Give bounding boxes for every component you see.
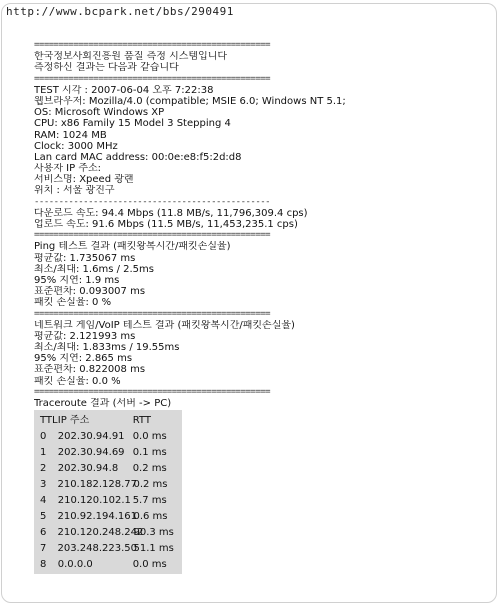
ip-cell: 210.92.194.161 <box>57 510 137 522</box>
ttl-cell: 8 <box>40 558 47 570</box>
download-speed: 다운로드 속도: 94.4 Mbps (11.8 MB/s, 11,796,309.4 cps) <box>34 207 308 219</box>
rtt-cell: 0.1 ms <box>132 446 167 458</box>
ip-cell: 202.30.94.91 <box>57 430 125 442</box>
ping-average: 평균값: 1.735067 ms <box>34 252 136 264</box>
system-cpu: CPU: x86 Family 15 Model 3 Stepping 4 <box>34 118 231 130</box>
ttl-cell: 4 <box>40 494 47 506</box>
header-ttl: TTL <box>40 414 58 426</box>
ping-loss: 패킷 손실율: 0 % <box>34 297 112 309</box>
system-clock: Clock: 3000 MHz <box>34 140 118 152</box>
header-line-2: 측정하신 결과는 다음과 같습니다 <box>34 62 179 74</box>
traceroute-row <box>34 492 182 508</box>
traceroute-row <box>34 556 182 572</box>
traceroute-row <box>34 508 182 524</box>
rtt-cell: 0.0 ms <box>132 558 167 570</box>
ttl-cell: 5 <box>40 510 47 522</box>
voip-stddev: 표준편차: 0.822008 ms <box>34 364 146 376</box>
ip-cell: 202.30.94.69 <box>57 446 125 458</box>
ping-title: Ping 테스트 결과 (패킷왕복시간/패킷손실율) <box>34 241 231 253</box>
rtt-cell: 90.3 ms <box>133 526 174 538</box>
header-ip: IP 주소 <box>57 414 90 426</box>
separator: ================================================ <box>34 73 271 84</box>
ip-cell: 203.248.223.50 <box>57 542 137 554</box>
ip-cell: 210.182.128.77 <box>57 478 137 490</box>
ttl-cell: 7 <box>40 542 47 554</box>
system-location: 위치 : 서울 광진구 <box>34 185 115 197</box>
ttl-cell: 2 <box>40 462 47 474</box>
separator: ================================================ <box>34 40 271 50</box>
voip-95-latency: 95% 지연: 2.865 ms <box>34 353 133 365</box>
ip-cell: 210.120.248.242 <box>57 526 144 538</box>
header-line-1: 한국정보사회진흥원 품질 측정 시스템입니다 <box>34 51 228 63</box>
system-user-ip: 사용자 IP 주소: <box>34 163 102 175</box>
separator-dash: ------------------------------------------------ <box>34 196 271 207</box>
measurement-report <box>34 40 454 574</box>
ip-cell: 0.0.0.0 <box>57 558 93 570</box>
traceroute-row <box>34 428 182 444</box>
traceroute-row <box>34 444 182 460</box>
ping-95-latency: 95% 지연: 1.9 ms <box>34 274 120 286</box>
traceroute-table <box>34 410 182 574</box>
rtt-cell: 0.2 ms <box>133 478 168 490</box>
ip-cell: 210.120.102.1 <box>57 494 131 506</box>
rtt-cell: 5.7 ms <box>132 494 167 506</box>
header-rtt: RTT <box>132 414 151 426</box>
traceroute-row <box>34 476 182 492</box>
traceroute-header-row <box>34 412 182 428</box>
voip-title: 네트워크 게임/VoIP 테스트 결과 (패킷왕복시간/패킷손실율) <box>34 319 295 331</box>
system-os: OS: Microsoft Windows XP <box>34 107 165 119</box>
ping-minmax: 최소/최대: 1.6ms / 2.5ms <box>34 263 154 275</box>
rtt-cell: 0.6 ms <box>133 510 168 522</box>
system-mac: Lan card MAC address: 00:0e:e8:f5:2d:d8 <box>34 151 242 163</box>
system-test-time: TEST 시각 : 2007-06-04 오후 7:22:38 <box>34 84 214 96</box>
ttl-cell: 0 <box>40 430 47 442</box>
rtt-cell: 0.2 ms <box>132 462 167 474</box>
separator: ================================================ <box>34 230 271 241</box>
system-ram: RAM: 1024 MB <box>34 129 107 141</box>
ttl-cell: 3 <box>40 478 47 490</box>
ttl-cell: 1 <box>40 446 47 458</box>
separator: ================================================ <box>34 308 271 319</box>
ip-cell: 202.30.94.8 <box>57 462 119 474</box>
ttl-cell: 6 <box>40 526 47 538</box>
traceroute-row <box>34 524 182 540</box>
traceroute-row <box>34 540 182 556</box>
rtt-cell: 51.1 ms <box>133 542 174 554</box>
system-browser: 웹브라우저: Mozilla/4.0 (compatible; MSIE 6.0; Windows NT 5.1; <box>34 95 346 107</box>
traceroute-row <box>34 460 182 476</box>
system-service: 서비스명: Xpeed 광랜 <box>34 174 134 186</box>
rtt-cell: 0.0 ms <box>132 430 167 442</box>
voip-loss: 패킷 손실율: 0.0 % <box>34 375 121 387</box>
voip-average: 평균값: 2.121993 ms <box>34 330 136 342</box>
upload-speed: 업로드 속도: 91.6 Mbps (11.5 MB/s, 11,453,235.1 cps) <box>34 219 298 230</box>
watermark-url: http://www.bcpark.net/bbs/290491 <box>6 5 234 18</box>
ping-stddev: 표준편차: 0.093007 ms <box>34 286 146 298</box>
voip-minmax: 최소/최대: 1.833ms / 19.55ms <box>34 342 180 354</box>
traceroute-title: Traceroute 결과 (서버 -> PC) <box>34 398 172 409</box>
separator: ================================================ <box>34 386 271 397</box>
